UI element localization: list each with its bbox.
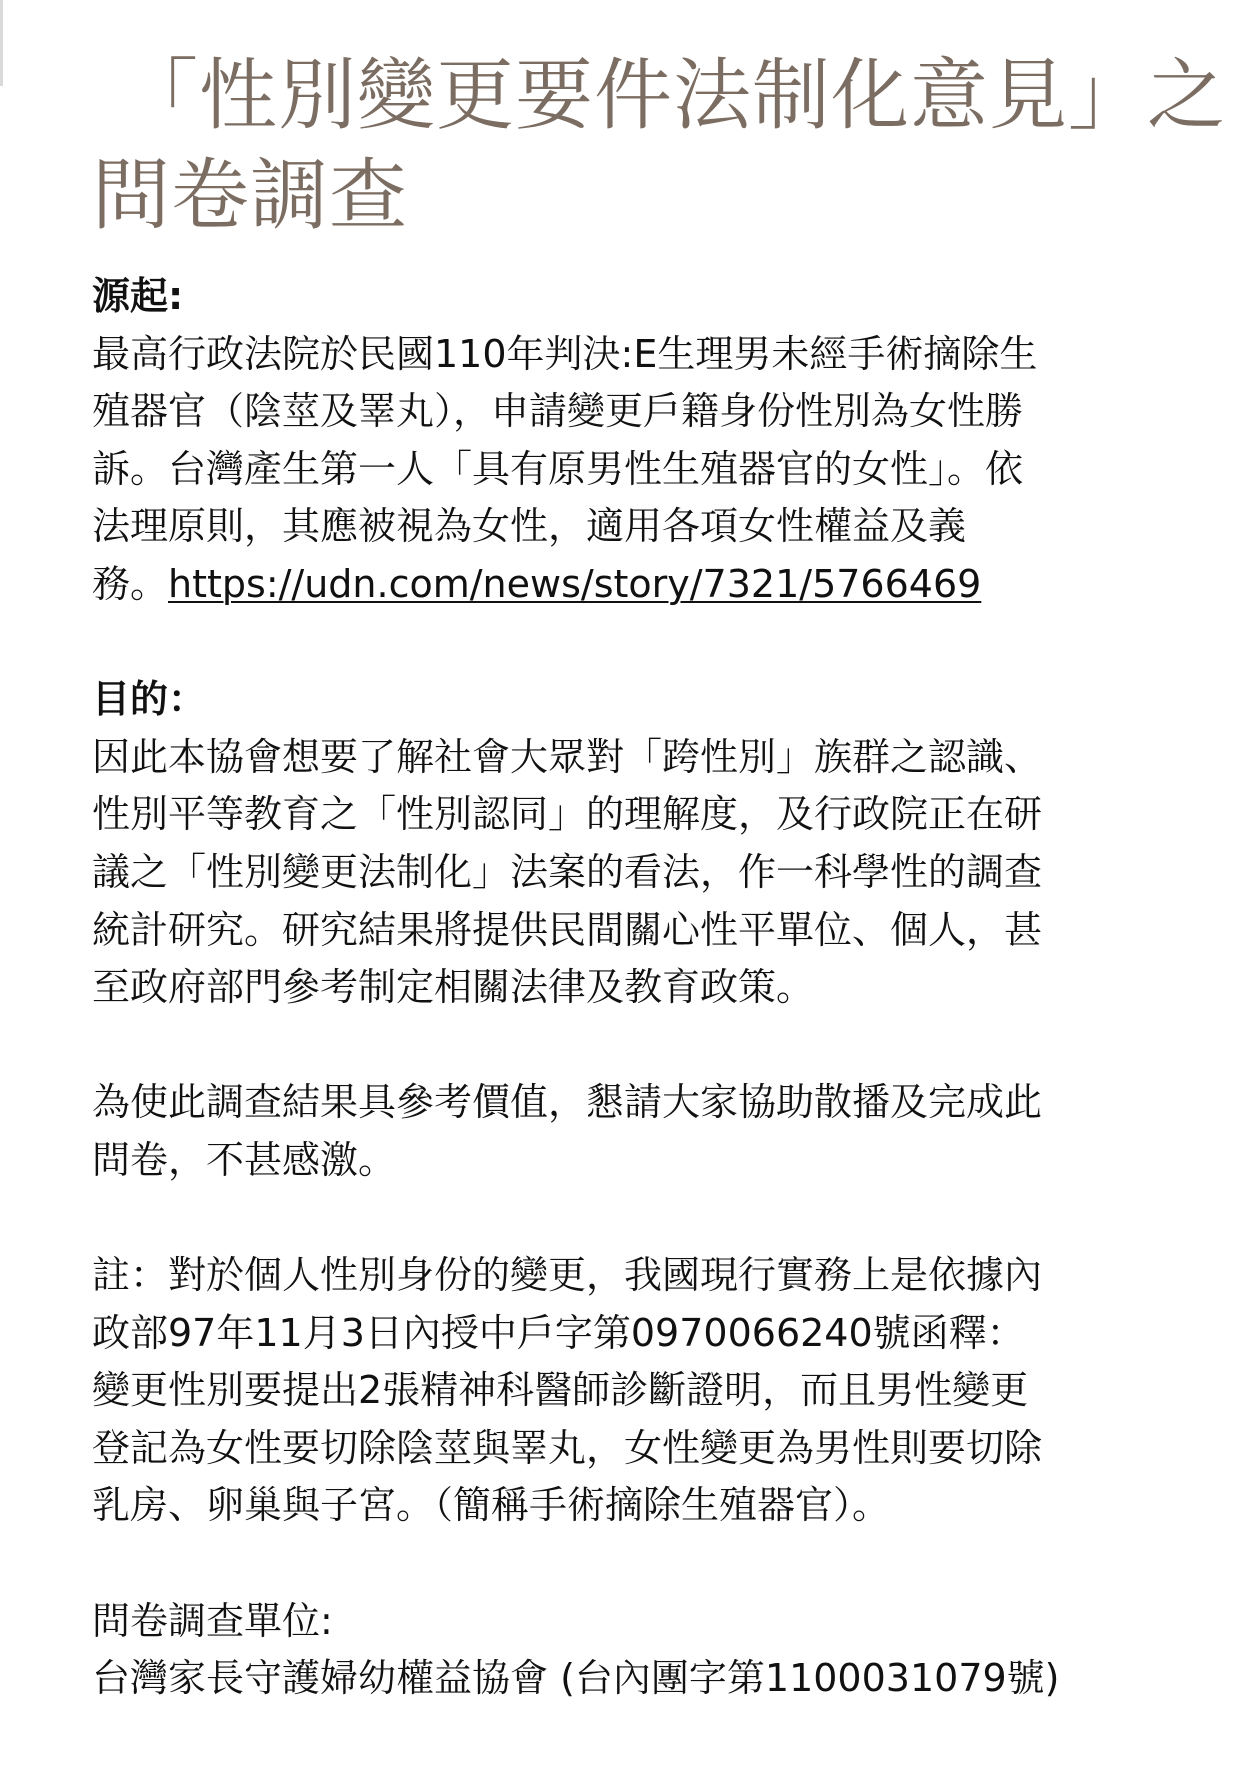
purpose-line: 統計研究。研究結果將提供民間關心性平單位、個人，甚 bbox=[92, 907, 1043, 952]
page-title-line-1: 「性別變更要件法制化意見」之 bbox=[120, 51, 1227, 141]
news-story-link[interactable]: https://udn.com/news/story/7321/5766469 bbox=[168, 561, 982, 606]
note-paragraph bbox=[92, 1247, 1172, 1535]
purpose-line: 至政府部門參考制定相關法律及教育政策。 bbox=[92, 965, 815, 1010]
purpose-line: 議之「性別變更法制化」法案的看法，作一科學性的調查 bbox=[92, 849, 1043, 894]
origin-last-prefix: 務。 bbox=[92, 561, 169, 606]
origin-section bbox=[92, 268, 1172, 614]
spacer bbox=[92, 1190, 1172, 1248]
note-line: 註：對於個人性別身份的變更，我國現行實務上是依據內 bbox=[92, 1253, 1043, 1298]
purpose-line: 性別平等教育之「性別認同」的理解度，及行政院正在研 bbox=[92, 792, 1043, 837]
purpose-paragraph bbox=[92, 729, 1172, 1017]
organizer-name: 台灣家長守護婦幼權益協會 (台內團字第1100031079號) bbox=[92, 1656, 1060, 1701]
organizer-section bbox=[92, 1593, 1172, 1708]
page-title bbox=[92, 46, 1227, 246]
origin-heading: 源起: bbox=[92, 274, 184, 318]
purpose-heading: 目的： bbox=[92, 677, 207, 722]
purpose-line: 因此本協會想要了解社會大眾對「跨性別」族群之認識、 bbox=[92, 734, 1043, 779]
spacer bbox=[92, 1535, 1172, 1593]
origin-line: 最高行政法院於民國110年判決:E生理男未經手術摘除生 bbox=[92, 331, 1038, 376]
note-line: 登記為女性要切除陰莖與睪丸，女性變更為男性則要切除 bbox=[92, 1425, 1043, 1470]
appeal-paragraph bbox=[92, 1074, 1172, 1189]
note-section bbox=[92, 1247, 1172, 1535]
origin-line: 訴。台灣產生第一人「具有原男性生殖器官的女性」。依 bbox=[92, 446, 1024, 491]
spacer bbox=[92, 1017, 1172, 1075]
page-title-line-2: 問卷調查 bbox=[92, 151, 409, 241]
page-edge-marker bbox=[0, 0, 3, 86]
appeal-section bbox=[92, 1074, 1172, 1189]
appeal-line: 問卷，不甚感激。 bbox=[92, 1137, 397, 1182]
origin-paragraph bbox=[92, 326, 1172, 614]
origin-line: 殖器官（陰莖及睪丸），申請變更戶籍身份性別為女性勝 bbox=[92, 389, 1024, 434]
organizer-label: 問卷調查單位: bbox=[92, 1598, 333, 1643]
note-line: 變更性別要提出2張精神科醫師診斷證明，而且男性變更 bbox=[92, 1368, 1029, 1413]
origin-line-last bbox=[92, 556, 1172, 614]
note-line: 乳房、卵巢與子宮。（簡稱手術摘除生殖器官）。 bbox=[92, 1483, 891, 1528]
origin-line: 法理原則，其應被視為女性，適用各項女性權益及義 bbox=[92, 504, 967, 549]
spacer bbox=[92, 614, 1172, 672]
purpose-section bbox=[92, 671, 1172, 1017]
document-body bbox=[92, 268, 1172, 1708]
note-line: 政部97年11月3日內授中戶字第0970066240號函釋： bbox=[92, 1310, 1025, 1355]
appeal-line: 為使此調查結果具參考價值，懇請大家協助散播及完成此 bbox=[92, 1080, 1043, 1125]
